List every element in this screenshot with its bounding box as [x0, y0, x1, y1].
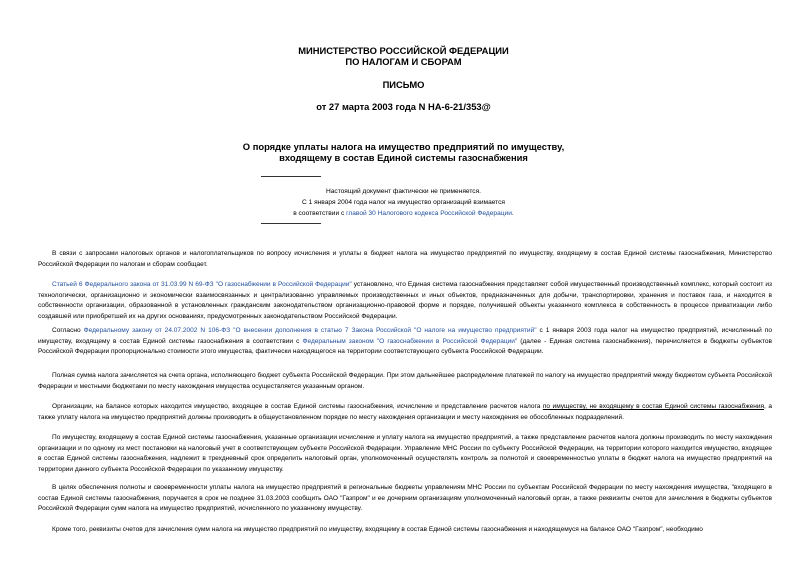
- paragraph-1: [38, 249, 772, 270]
- paragraph-7: [38, 483, 772, 515]
- gas-supply-law-article-6-link[interactable]: Статьей 6 Федерального закона от 31.03.99 N 69-ФЗ "О газоснабжении в Российской Федерации": [52, 281, 352, 288]
- paragraph-3: [38, 326, 772, 358]
- paragraph-6: [38, 433, 772, 475]
- paragraph-5-prefix: Организации, на балансе которых находится имущество, входящее в состав Единой системы газоснабжения, исчисление и представление расчетов налога: [52, 403, 543, 410]
- document-date-number: от 27 марта 2003 года N НА-6-21/353@: [316, 101, 491, 112]
- status-note-line-2: С 1 января 2004 года налог на имущество организаций взимается: [302, 199, 505, 206]
- paragraph-5: [38, 402, 772, 423]
- tax-code-chapter-30-link[interactable]: главой 30 Налогового кодекса Российской Федерации: [346, 210, 512, 217]
- paragraph-3-middle: с 1 января 2003 года налог на имущество предприятий, исчисленный по имуществу, входящему в состав Единой системы газоснабжения в соответствии с: [38, 327, 772, 345]
- paragraph-6-text: По имуществу, входящему в состав Единой системы газоснабжения, указанные организации исчисление и уплату налога на имущество предприятий, а также представление расчетов налога должны производить по месту нахождения организации и по одному из мест постановки на налоговый учет в соответствующем субъекте Российской Федерации. Управление МНС России по субъекту Российской Федерации, на территории которого находится имущество, входящее в состав Единой системы газоснабжения, надлежит в трехдневный срок определить налоговый орган, уполномоченный осуществлять контроль за полнотой и своевременностью уплаты в бюджет налога на имущество предприятий на территории данного субъекта Российской Федерации по указанному имуществу.: [38, 434, 772, 473]
- document-title-line-1: О порядке уплаты налога на имущество предприятий по имуществу,: [242, 141, 565, 152]
- paragraph-1-text: В связи с запросами налоговых органов и налогоплательщиков по вопросу исчисления и уплаты в бюджет налога на имущество предприятий по имуществу, входящему в состав Единой системы газоснабжения, Министерство Российской Федерации по налогам и сборам сообщает.: [38, 250, 772, 268]
- paragraph-4-text: Полная сумма налога зачисляется на счета органа, исполняющего бюджет субъекта Российской Федерации. При этом дальнейшее распределение платежей по налогу на имущество предприятий между бюджетом субъекта Российской Федерации и местными бюджетами по месту нахождения имущества осуществляется указанным органом.: [38, 372, 772, 390]
- paragraph-5-suffix: , а также уплату налога на имущество предприятий должны производить в общеустановленном порядке по месту нахождения организации и месту нахождения ее обособленных подразделений.: [38, 403, 772, 421]
- gas-supply-law-link[interactable]: Федеральным законом "О газоснабжении в Российской Федерации": [302, 337, 518, 345]
- document-title-line-2: входящему в состав Единой системы газоснабжения: [279, 152, 528, 163]
- paragraph-8: [38, 525, 772, 536]
- status-note-prefix: в соответствии с: [293, 210, 347, 217]
- paragraph-3-prefix: Согласно: [52, 327, 84, 334]
- paragraph-3-suffix: (далее - Единая система газоснабжения), перечисляется в бюджеты субъектов Российской Федерации пропорционально стоимости этого имущества, фактически находящегося на территории соответствующего субъекта Российской Федерации.: [38, 337, 772, 356]
- status-note-line-3: [0, 209, 807, 219]
- ministry-line-2: ПО НАЛОГАМ И СБОРАМ: [345, 56, 462, 67]
- property-not-in-gas-system-underlined: по имуществу, не входящему в состав Единой системы газоснабжения: [542, 403, 765, 410]
- paragraph-8-text: Кроме того, реквизиты счетов для зачисления сумм налога на имущество предприятий по имуществу, входящему в состав Единой системы газоснабжения и находящемуся на балансе ОАО "Газпром", необходимо: [52, 526, 703, 533]
- divider-top: [261, 176, 321, 177]
- paragraph-7-text: В целях обеспечения полноты и своевременности уплаты налога на имущество предприятий в региональные бюджеты управлениям МНС России по субъектам Российской Федерации по месту нахождения имущества, "входящего в состав Единой системы газоснабжения, поручается в срок не позднее 31.03.2003 сообщить ОАО "Газпром" и ее дочерним организациям уполномоченный налоговый орган, а также реквизиты счетов для зачисления в бюджеты субъектов Российской Федерации сумм налога на имущество предприятий, исчисленного по указанному имуществу.: [38, 484, 772, 513]
- paragraph-2: [38, 280, 772, 322]
- paragraph-2-text: установлено, что Единая система газоснабжения представляет собой имущественный производственный комплекс, который состоит из технологически, организационно и экономически взаимосвязанных и централизованно управляемых производственных и иных объектов, предназначенных для добычи, транспортировки, хранения и поставок газа, и находится в собственности организации, образованной в установленных гражданским законодательством организационно-правовой форме и порядке, получившей объекты указанного комплекса в собственность в процессе приватизации либо создавшей или приобретшей их на других основаниях, предусмотренных законодательством Российской Федерации.: [38, 281, 772, 320]
- document-type: ПИСЬМО: [382, 79, 425, 90]
- ministry-line-1: МИНИСТЕРСТВО РОССИЙСКОЙ ФЕДЕРАЦИИ: [298, 45, 509, 56]
- status-note-suffix: .: [511, 210, 514, 217]
- law-106-fz-link[interactable]: Федеральному закону от 24.07.2002 N 106-ФЗ "О внесении дополнения в статью 7 Закона Российской "О налоге на имущество предприятий": [83, 327, 537, 334]
- paragraph-4: [38, 371, 772, 392]
- divider-bottom: [261, 223, 321, 224]
- status-note-line-1: Настоящий документ фактически не применяется.: [325, 188, 482, 195]
